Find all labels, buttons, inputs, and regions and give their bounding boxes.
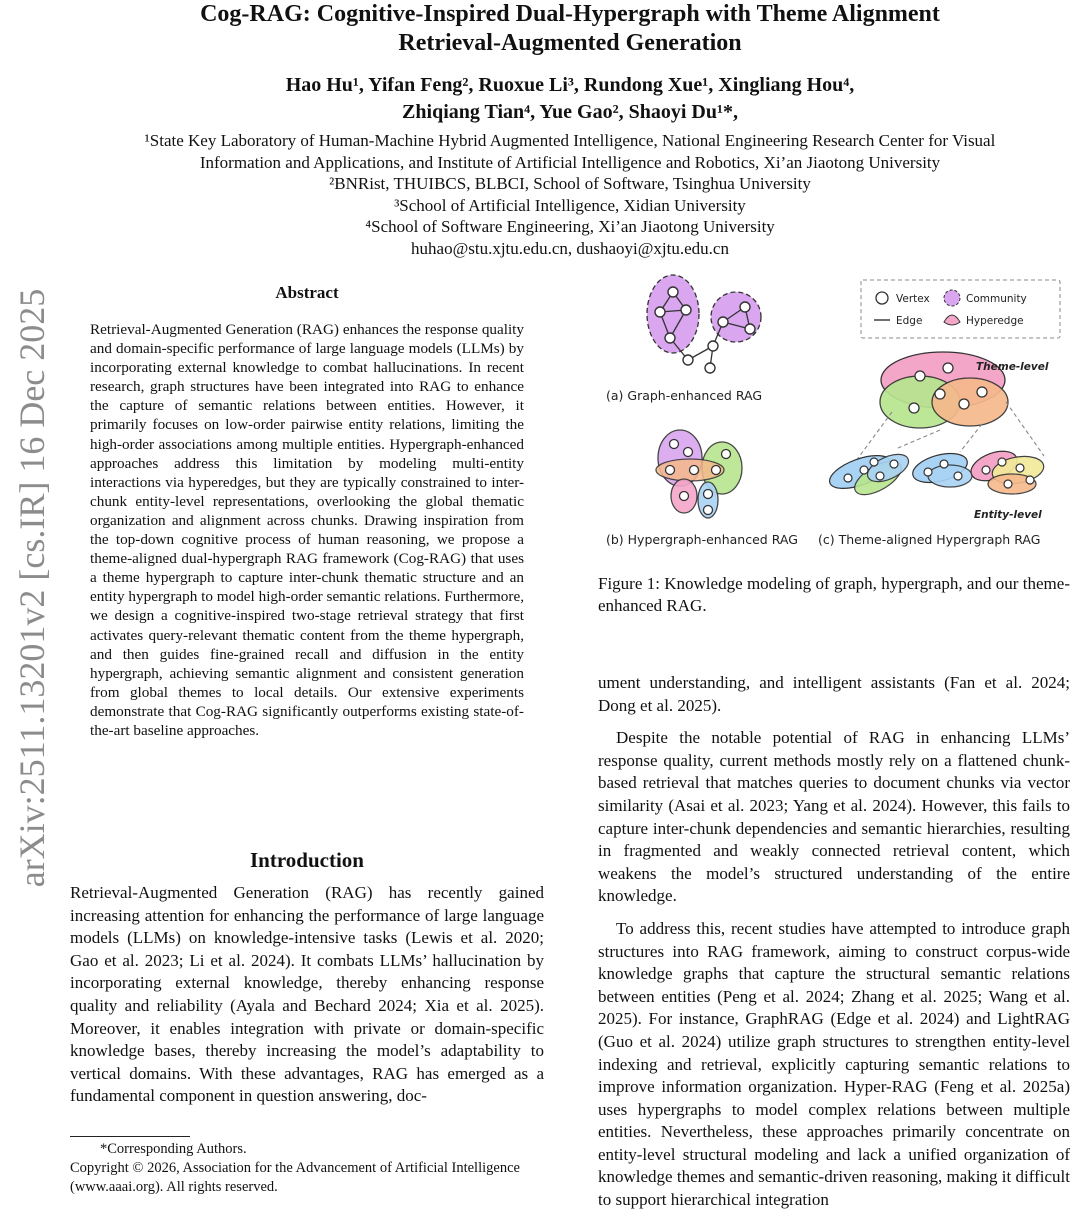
affiliation-2: ²BNRist, THUIBCS, BLBCI, School of Software, Tsinghua University <box>329 174 811 193</box>
vertex <box>718 317 728 327</box>
affiliation-1a: ¹State Key Laboratory of Human-Machine Hybrid Augmented Intelligence, National Engineering Research Center for Visual <box>144 131 996 150</box>
figure-1 <box>598 272 1070 560</box>
abstract-text: Retrieval-Augmented Generation (RAG) enhances the response quality and domain-specific performance of large language models (LLMs) by incorporating external knowledge to combat hallucinations. In recent research, graph structures have been integrated into RAG to enhance the capture of semantic relations between entities. However, it primarily focuses on low-order pairwise entity relations, limiting the high-order associations among multiple entities. Hypergraph-enhanced approaches address this limitation by modeling multi-entity interactions via hyperedges, but they are typically constrained to inter-chunk entity-level representations, overlooking the global thematic organization and alignment across chunks. Drawing inspiration from the top-down cognitive process of human reasoning, we propose a theme-aligned dual-hypergraph RAG framework (Cog-RAG) that uses a theme hypergraph to capture inter-chunk thematic structure and an entity hypergraph to model high-order semantic relations. Furthermore, we design a cognitive-inspired two-stage retrieval strategy that first activates query-relevant thematic content from the theme hypergraph, and then guides fine-grained recall and diffusion in the entity hypergraph, achieving semantic alignment and consistent generation from global themes to local details. Our extensive experiments demonstrate that Cog-RAG significantly outperforms existing state-of-the-art baseline approaches. <box>90 321 524 739</box>
vertex <box>860 466 868 474</box>
vertex <box>935 389 945 399</box>
author-list <box>70 72 1070 126</box>
legend-community-icon <box>944 290 960 306</box>
vertex <box>712 466 721 475</box>
legend-hyperedge-icon <box>944 315 960 325</box>
legend-edge-label: Edge <box>896 315 923 327</box>
vertex <box>668 287 678 297</box>
vertex <box>909 403 919 413</box>
vertex <box>745 324 755 334</box>
legend-community-label: Community <box>966 293 1027 305</box>
vertex <box>998 458 1006 466</box>
vertex <box>683 355 693 365</box>
vertex <box>681 305 691 315</box>
vertex <box>924 468 932 476</box>
vertex <box>876 472 884 480</box>
vertex <box>844 474 852 482</box>
intro-paragraph-1-cont: ument understanding, and intelligent assistants (Fan et al. 2024; Dong et al. 2025). <box>598 673 1070 715</box>
affiliations <box>70 130 1070 259</box>
intro-paragraph-3: To address this, recent studies have attempted to introduce graph structures into RAG framework, aiming to construct corpus-wide knowledge graphs that capture the structural semantic relations between entities (Peng et al. 2024; Zhang et al. 2025; Wang et al. 2025). For instance, GraphRAG (Edge et al. 2024) and LightRAG (Guo et al. 2024) utilize graph structures to strengthen entity-level indexing and retrieval, explicitly capturing semantic relations to improve information organization. Hyper-RAG (Feng et al. 2025a) uses hypergraphs to model complex relations between multiple entities. Nevertheless, these approaches primarily concentrate on entity-level structural modeling and lack a unified organization of knowledge themes and semantic-driven reasoning, making it difficult to support hierarchical integration <box>598 918 1070 1210</box>
affiliation-4: ⁴School of Software Engineering, Xi’an Jiaotong University <box>365 217 775 236</box>
vertex <box>690 466 699 475</box>
vertex <box>670 440 679 449</box>
title-line-2: Retrieval-Augmented Generation <box>398 30 742 56</box>
footnote-copyright: Copyright © 2026, Association for the Advancement of Artificial Intelligence (www.aaai.org). All rights reserved. <box>70 1160 520 1195</box>
community-right <box>711 292 761 342</box>
vertex <box>1004 480 1012 488</box>
vertex <box>1026 476 1034 484</box>
vertex <box>665 333 675 343</box>
graph-enhanced-diagram <box>606 275 762 403</box>
vertex <box>1016 464 1024 472</box>
vertex <box>708 341 718 351</box>
intro-paragraph-2: Despite the notable potential of RAG in enhancing LLMs’ response quality, current methods mostly rely on a flattened chunk-based retrieval that matches queries to document chunks via vector similarity (Asai et al. 2023; Yang et al. 2024). However, this fails to capture inter-chunk dependencies and semantic hierarchies, resulting in fragmented and weakly connected retrieval content, which weakens the model’s structured understanding of the entire knowledge. <box>598 728 1070 906</box>
entity-cluster-mid <box>910 448 972 488</box>
vertex <box>655 307 665 317</box>
authors-line-2: Zhiqiang Tian⁴, Yue Gao², Shaoyi Du¹*, <box>402 101 738 123</box>
vertex <box>704 506 713 515</box>
vertex <box>722 450 731 459</box>
legend-vertex-label: Vertex <box>896 293 930 305</box>
paper-title <box>70 0 1070 58</box>
entity-cluster-left <box>825 449 912 502</box>
vertex <box>940 460 948 468</box>
legend-hyperedge-label: Hyperedge <box>966 315 1024 327</box>
vertex <box>915 371 925 381</box>
label-graph-enhanced: (a) Graph-enhanced RAG <box>606 388 763 403</box>
vertex <box>954 472 962 480</box>
arxiv-stamp: arXiv:2511.13201v2 [cs.IR] 16 Dec 2025 <box>12 288 52 888</box>
vertex <box>890 460 898 468</box>
label-hypergraph-enhanced: (b) Hypergraph-enhanced RAG <box>606 532 798 547</box>
theme-aligned-diagram <box>818 352 1049 547</box>
label-theme-level: Theme-level <box>976 361 1049 373</box>
footnote-rule <box>70 1136 190 1137</box>
introduction-heading: Introduction <box>250 848 364 872</box>
vertex <box>684 448 693 457</box>
affiliation-1b: Information and Applications, and Institute of Artificial Intelligence and Robotics, Xi’an Jiaotong University <box>199 152 941 172</box>
legend <box>861 280 1060 338</box>
introduction-col2 <box>598 672 1070 1222</box>
title-line-1: Cog-RAG: Cognitive-Inspired Dual-Hypergraph with Theme Alignment <box>200 1 940 27</box>
label-theme-aligned: (c) Theme-aligned Hypergraph RAG <box>818 532 1041 547</box>
vertex <box>870 458 878 466</box>
figure-1-caption: Figure 1: Knowledge modeling of graph, hypergraph, and our theme-enhanced RAG. <box>598 574 1070 615</box>
vertex <box>680 492 689 501</box>
entity-cluster-right <box>967 446 1046 494</box>
footnotes <box>70 1140 544 1197</box>
affiliation-3: ³School of Artificial Intelligence, Xidian University <box>394 195 746 215</box>
authors-line-1: Hao Hu¹, Yifan Feng², Ruoxue Li³, Rundong Xue¹, Xingliang Hou⁴, <box>285 74 855 96</box>
introduction-col1-text: Retrieval-Augmented Generation (RAG) has recently gained increasing attention for enhancing the performance of large language models (LLMs) on knowledge-intensive tasks (Lewis et al. 2020; Gao et al. 2023; Li et al. 2024). It combats LLMs’ hallucination by incorporating external knowledge, thereby enhancing response quality and reliability (Ayala and Bechard 2024; Xia et al. 2025). Moreover, it enables integration with private or domain-specific knowledge bases, thereby increasing the model’s adaptability to vertical domains. With these advantages, RAG has emerged as a fundamental component in question answering, doc- <box>70 883 544 1106</box>
hypergraph-enhanced-diagram <box>606 430 798 547</box>
vertex <box>704 490 713 499</box>
legend-vertex-icon <box>876 292 888 304</box>
theme-hyperedge-orange <box>932 378 1008 426</box>
author-emails: huhao@stu.xjtu.edu.cn, dushaoyi@xjtu.edu.cn <box>411 238 729 258</box>
vertex <box>943 363 953 373</box>
vertex <box>959 399 969 409</box>
label-entity-level: Entity-level <box>974 509 1042 521</box>
vertex <box>977 387 987 397</box>
abstract-heading: Abstract <box>275 283 339 302</box>
footnote-corresponding: *Corresponding Authors. <box>100 1141 247 1157</box>
vertex <box>705 363 715 373</box>
vertex <box>982 466 990 474</box>
vertex <box>666 466 675 475</box>
vertex <box>740 302 750 312</box>
